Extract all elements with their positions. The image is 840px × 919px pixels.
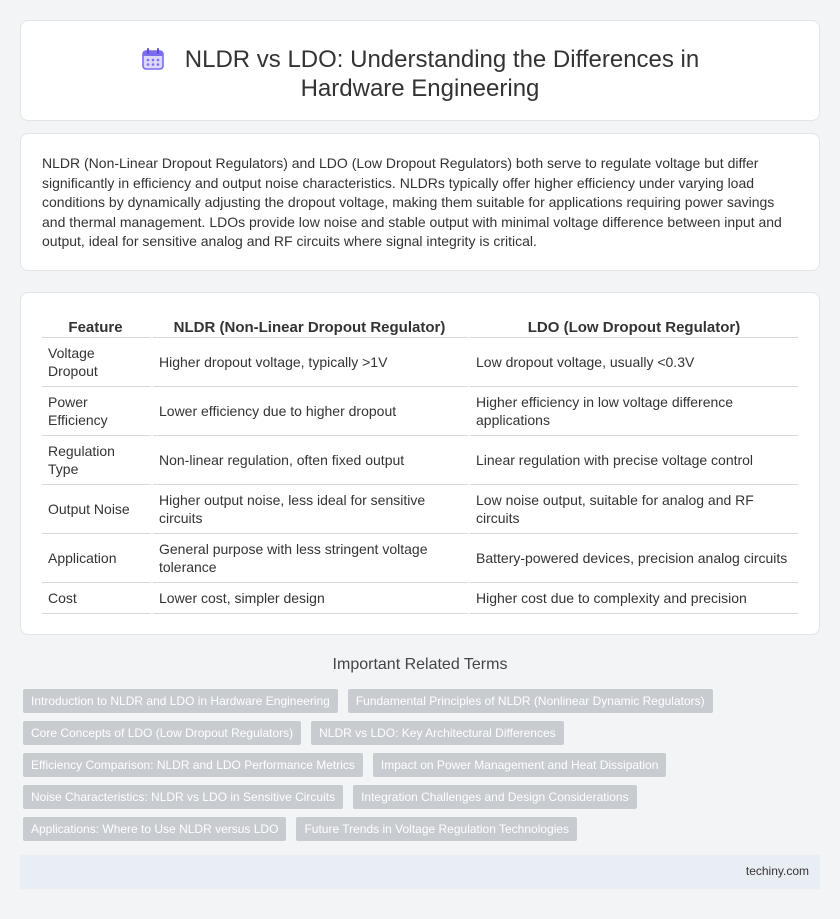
table-cell-feature: Regulation Type xyxy=(42,436,153,485)
table-cell-nldr: Higher output noise, less ideal for sensitive circuits xyxy=(153,485,470,534)
table-cell-feature: Output Noise xyxy=(42,485,153,534)
table-cell-ldo: Low dropout voltage, usually <0.3V xyxy=(470,338,798,387)
table-cell-nldr: Lower efficiency due to higher dropout xyxy=(153,387,470,436)
table-row xyxy=(42,583,798,614)
table-cell-nldr: Higher dropout voltage, typically >1V xyxy=(153,338,470,387)
table-cell-ldo: Linear regulation with precise voltage control xyxy=(470,436,798,485)
table-cell-ldo: Higher cost due to complexity and precision xyxy=(470,583,798,614)
footer-site-link[interactable]: techiny.com xyxy=(745,864,809,878)
related-terms-heading: Important Related Terms xyxy=(332,656,508,673)
title-card xyxy=(20,20,820,121)
table-cell-ldo: Battery-powered devices, precision analog circuits xyxy=(470,534,798,583)
related-tag[interactable]: Applications: Where to Use NLDR versus LDO xyxy=(23,817,286,841)
table-header-feature: Feature xyxy=(42,314,153,338)
related-tag[interactable]: Efficiency Comparison: NLDR and LDO Performance Metrics xyxy=(23,753,363,777)
table-row xyxy=(42,534,798,583)
table-cell-feature: Power Efficiency xyxy=(42,387,153,436)
comparison-table-card xyxy=(20,292,820,635)
related-tag[interactable]: Noise Characteristics: NLDR vs LDO in Sensitive Circuits xyxy=(23,785,343,809)
related-tags-row xyxy=(23,721,564,745)
table-cell-ldo: Low noise output, suitable for analog and RF circuits xyxy=(470,485,798,534)
related-tag[interactable]: Impact on Power Management and Heat Dissipation xyxy=(373,753,666,777)
table-row xyxy=(42,338,798,387)
table-cell-feature: Voltage Dropout xyxy=(42,338,153,387)
related-tag[interactable]: Future Trends in Voltage Regulation Technologies xyxy=(296,817,577,841)
table-row xyxy=(42,436,798,485)
intro-card xyxy=(20,133,820,271)
comparison-table xyxy=(42,314,798,614)
related-tag[interactable]: Integration Challenges and Design Considerations xyxy=(353,785,637,809)
related-tag[interactable]: Fundamental Principles of NLDR (Nonlinear Dynamic Regulators) xyxy=(348,689,713,713)
page-title-line-2: Hardware Engineering xyxy=(300,75,540,102)
table-cell-nldr: Lower cost, simpler design xyxy=(153,583,470,614)
table-row xyxy=(42,387,798,436)
related-tags-row xyxy=(23,689,713,713)
table-row xyxy=(42,485,798,534)
table-cell-nldr: Non-linear regulation, often fixed output xyxy=(153,436,470,485)
footer xyxy=(20,855,820,889)
intro-text: NLDR (Non-Linear Dropout Regulators) and LDO (Low Dropout Regulators) both serve to regulate voltage but differ significantly in efficiency and output noise characteristics. NLDRs typically offer higher efficiency under varying load conditions by dynamically adjusting the dropout voltage, making them suitable for applications requiring power savings and thermal management. LDOs provide low noise and stable output with minimal voltage difference between input and output, ideal for sensitive analog and RF circuits where signal integrity is critical. xyxy=(42,155,782,249)
table-cell-feature: Cost xyxy=(42,583,153,614)
table-cell-nldr: General purpose with less stringent voltage tolerance xyxy=(153,534,470,583)
related-tag[interactable]: Core Concepts of LDO (Low Dropout Regulators) xyxy=(23,721,301,745)
related-tag[interactable]: NLDR vs LDO: Key Architectural Differences xyxy=(311,721,564,745)
calendar-icon xyxy=(141,48,165,70)
related-tags-row xyxy=(23,753,666,777)
related-tags-row xyxy=(23,817,577,841)
related-tag[interactable]: Introduction to NLDR and LDO in Hardware Engineering xyxy=(23,689,338,713)
page-title xyxy=(21,45,819,103)
page-title-line-1: NLDR vs LDO: Understanding the Differences in xyxy=(184,46,700,73)
table-header-nldr: NLDR (Non-Linear Dropout Regulator) xyxy=(153,314,470,338)
table-header-row xyxy=(42,314,798,338)
table-header-ldo: LDO (Low Dropout Regulator) xyxy=(470,314,798,338)
related-tags-row xyxy=(23,785,637,809)
table-cell-feature: Application xyxy=(42,534,153,583)
table-cell-ldo: Higher efficiency in low voltage difference applications xyxy=(470,387,798,436)
